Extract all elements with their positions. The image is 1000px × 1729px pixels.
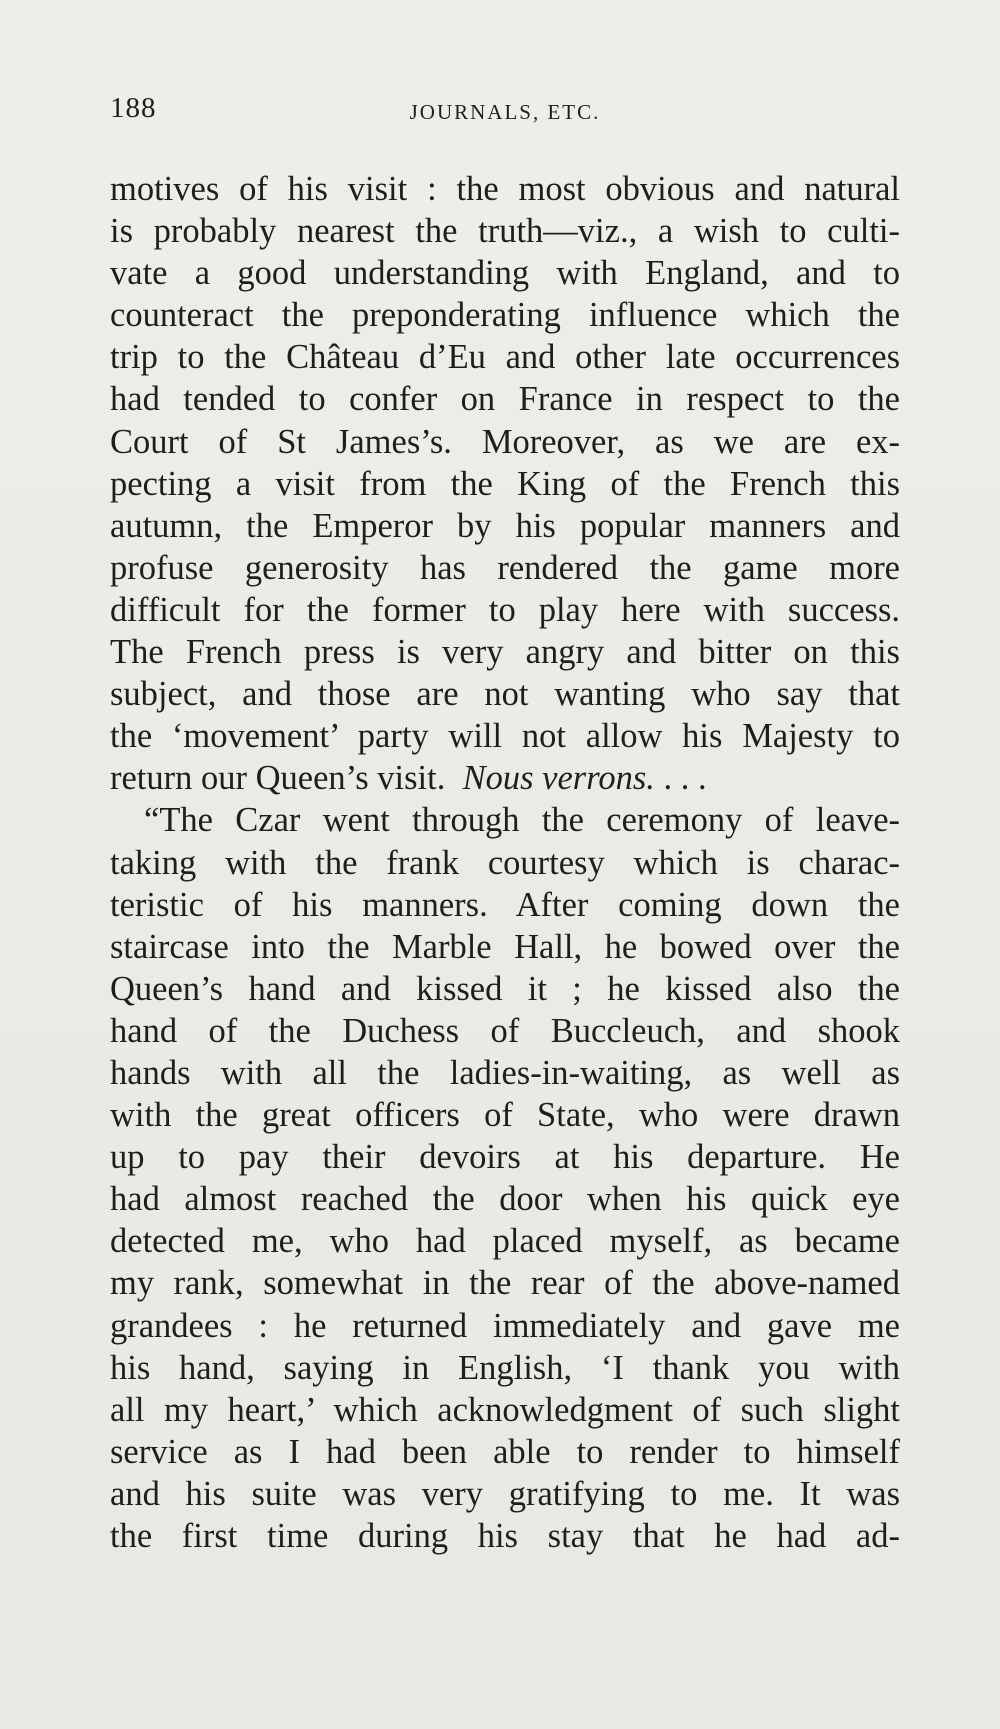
text-line: his hand, saying in English, ‘I thank you with [110, 1348, 900, 1387]
text-line: autumn, the Emperor by his popular manners and [110, 506, 900, 545]
text-line: subject, and those are not wanting who say that [110, 675, 900, 714]
text-line: staircase into the Marble Hall, he bowed over the [110, 927, 900, 966]
text-line: the ‘movement’ party will not allow his Majesty to [110, 717, 900, 756]
text-line: the first time during his stay that he had ad- [110, 1517, 900, 1555]
text-line: difficult for the former to play here with success. [110, 590, 900, 629]
text-line: profuse generosity has rendered the game more [110, 548, 900, 587]
text-line: grandees : he returned immediately and gave me [110, 1306, 900, 1345]
text-line: teristic of his manners. After coming down the [110, 885, 900, 924]
italic-phrase: Nous verrons. [462, 759, 655, 798]
text-line: trip to the Château d’Eu and other late occurrences [110, 338, 900, 377]
text-line: my rank, somewhat in the rear of the above-named [110, 1264, 900, 1303]
text-line: vate a good understanding with England, and to [110, 254, 900, 293]
text-line: hands with all the ladies-in-waiting, as well as [110, 1053, 900, 1092]
text-line: hand of the Duchess of Buccleuch, and shook [110, 1011, 900, 1050]
text-line: taking with the frank courtesy which is charac- [110, 843, 900, 882]
page-header [110, 92, 900, 132]
text-line: up to pay their devoirs at his departure. He [110, 1138, 900, 1177]
text-line: counteract the preponderating influence which the [110, 296, 900, 335]
text-line: Queen’s hand and kissed it ; he kissed also the [110, 969, 900, 1008]
text-line-paragraph-end [110, 757, 900, 799]
text-line: and his suite was very gratifying to me. It was [110, 1474, 900, 1513]
text-line: motives of his visit : the most obvious and natural [110, 170, 900, 208]
running-head: JOURNALS, ETC. [409, 100, 601, 124]
ellipsis: . . . [654, 759, 707, 798]
text-line: had almost reached the door when his quick eye [110, 1180, 900, 1219]
body-text [110, 168, 900, 1557]
text-segment: return our Queen’s visit. [110, 759, 446, 798]
page-number: 188 [110, 92, 157, 124]
text-line: service as I had been able to render to himself [110, 1432, 900, 1471]
text-line: with the great officers of State, who were drawn [110, 1096, 900, 1135]
text-line: detected me, who had placed myself, as became [110, 1222, 900, 1261]
text-line: The French press is very angry and bitter on this [110, 633, 900, 672]
text-line: pecting a visit from the King of the French this [110, 464, 900, 503]
text-line: all my heart,’ which acknowledgment of such slight [110, 1390, 900, 1429]
text-line-paragraph-start: “The Czar went through the ceremony of leave- [144, 801, 900, 840]
text-line: had tended to confer on France in respect to the [110, 380, 900, 419]
text-line: Court of St James’s. Moreover, as we are ex- [110, 422, 900, 461]
text-line: is probably nearest the truth—viz., a wish to culti- [110, 212, 900, 251]
